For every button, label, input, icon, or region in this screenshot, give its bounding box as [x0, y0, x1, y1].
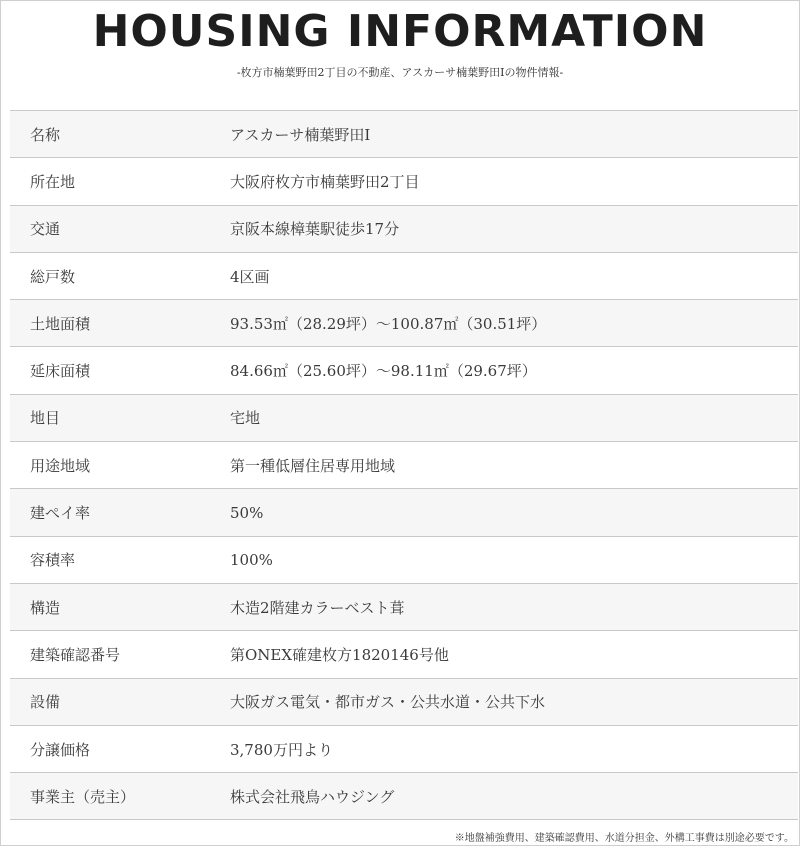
table-row — [10, 442, 798, 489]
row-value: アスカーサ楠葉野田Ⅰ — [230, 111, 798, 158]
row-label: 名称 — [10, 111, 230, 158]
row-label: 分譲価格 — [10, 725, 230, 772]
row-label: 所在地 — [10, 158, 230, 205]
row-value: 100% — [230, 536, 798, 583]
row-value: 3,780万円より — [230, 725, 798, 772]
page-subtitle: -枚方市楠葉野田2丁目の不動産、アスカーサ楠葉野田Ⅰの物件情報- — [236, 66, 564, 79]
row-label: 用途地域 — [10, 442, 230, 489]
row-value: 84.66㎡（25.60坪）～98.11㎡（29.67坪） — [230, 347, 798, 394]
row-label: 容積率 — [10, 536, 230, 583]
table-row — [10, 394, 798, 441]
row-label: 建築確認番号 — [10, 631, 230, 678]
table-row — [10, 678, 798, 725]
table-row — [10, 205, 798, 252]
footnote: ※地盤補強費用、建築確認費用、水道分担金、外構工事費は別途必要です。 — [454, 833, 794, 844]
row-value: 4区画 — [230, 252, 798, 299]
table-row — [10, 773, 798, 820]
row-label: 総戸数 — [10, 252, 230, 299]
row-label: 延床面積 — [10, 347, 230, 394]
row-label: 構造 — [10, 583, 230, 630]
page-title: HOUSING INFORMATION — [92, 6, 708, 57]
table-row — [10, 631, 798, 678]
table-row — [10, 300, 798, 347]
table-row — [10, 111, 798, 158]
row-label: 事業主（売主） — [10, 773, 230, 820]
row-value: 第ONEX確建枚方1820146号他 — [230, 631, 798, 678]
row-value: 宅地 — [230, 394, 798, 441]
row-value: 93.53㎡（28.29坪）～100.87㎡（30.51坪） — [230, 300, 798, 347]
table-row — [10, 536, 798, 583]
row-label: 建ぺイ率 — [10, 489, 230, 536]
row-value: 第一種低層住居専用地域 — [230, 442, 798, 489]
table-row — [10, 347, 798, 394]
row-label: 土地面積 — [10, 300, 230, 347]
table-row — [10, 583, 798, 630]
table-row — [10, 725, 798, 772]
row-value: 大阪ガス電気・都市ガス・公共水道・公共下水 — [230, 678, 798, 725]
row-label: 交通 — [10, 205, 230, 252]
row-value: 木造2階建カラーベスト葺 — [230, 583, 798, 630]
row-value: 京阪本線樟葉駅徒歩17分 — [230, 205, 798, 252]
row-value: 50% — [230, 489, 798, 536]
row-value: 大阪府枚方市楠葉野田2丁目 — [230, 158, 798, 205]
row-value: 株式会社飛鳥ハウジング — [230, 773, 798, 820]
row-label: 設備 — [10, 678, 230, 725]
table-row — [10, 489, 798, 536]
row-label: 地目 — [10, 394, 230, 441]
table-row — [10, 158, 798, 205]
property-info-table — [10, 110, 798, 820]
table-row — [10, 252, 798, 299]
